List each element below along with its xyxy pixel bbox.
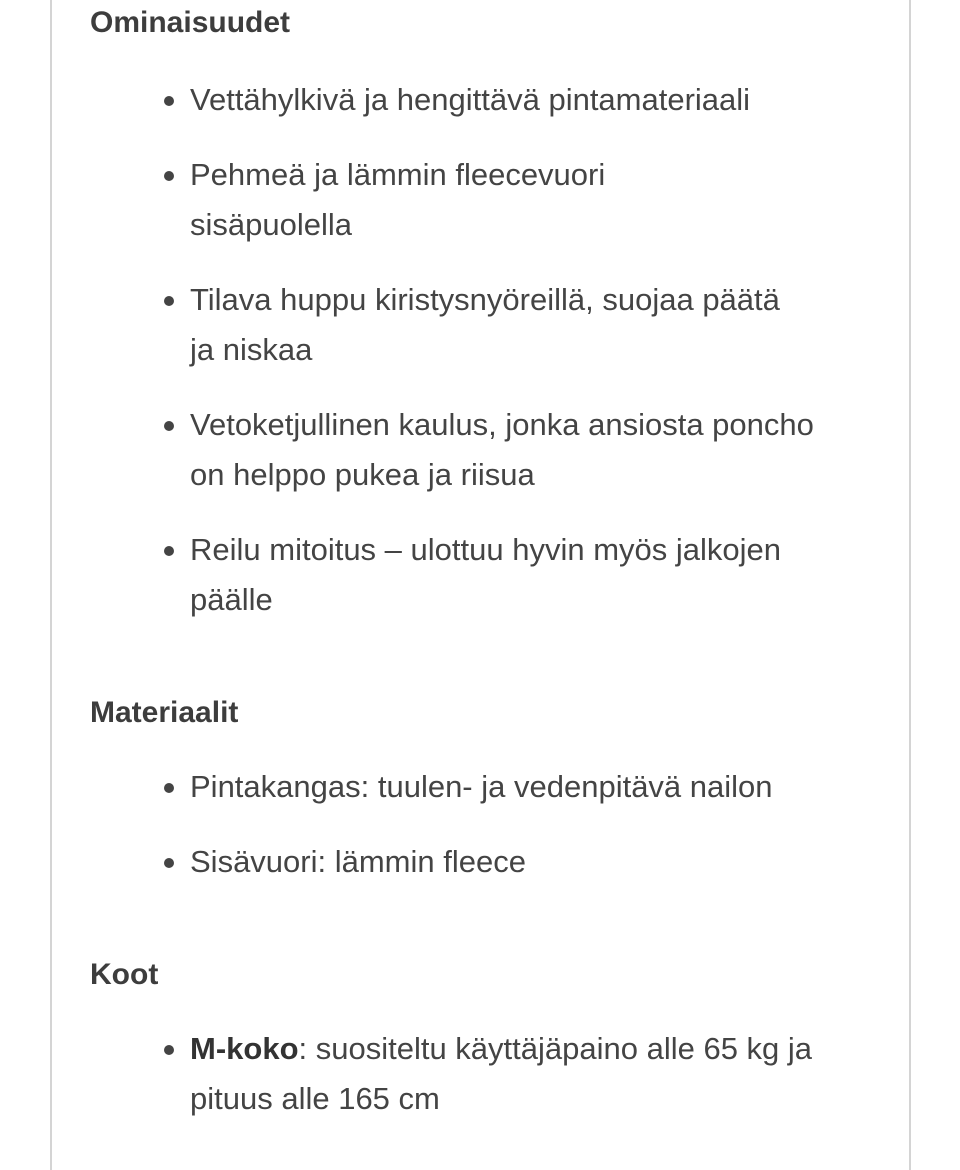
section-heading-features: Ominaisuudet — [90, 6, 291, 39]
section-heading-sizes: Koot — [90, 958, 159, 991]
size-label: M-koko — [190, 1031, 299, 1066]
list-item: Tilava huppu kiristysnyöreillä, suojaa päätä ja niskaa — [190, 275, 810, 375]
list-item: Pehmeä ja lämmin fleecevuori sisäpuolella — [190, 150, 710, 250]
materials-list — [90, 762, 890, 887]
size-description: : suositeltu käyttäjäpaino alle 65 kg ja pituus alle 165 cm — [190, 1031, 813, 1116]
list-item — [190, 1024, 850, 1124]
features-list — [90, 75, 890, 625]
section-heading-materials: Materiaalit — [90, 696, 239, 729]
product-details — [90, 0, 890, 1124]
list-item: Pintakangas: tuulen- ja vedenpitävä nailon — [190, 762, 890, 812]
sizes-list — [90, 1024, 890, 1124]
list-item: Vetoketjullinen kaulus, jonka ansiosta poncho on helppo pukea ja riisua — [190, 400, 830, 500]
list-item: Vettähylkivä ja hengittävä pintamateriaali — [190, 75, 890, 125]
list-item: Reilu mitoitus – ulottuu hyvin myös jalkojen päälle — [190, 525, 790, 625]
list-item: Sisävuori: lämmin fleece — [190, 837, 890, 887]
